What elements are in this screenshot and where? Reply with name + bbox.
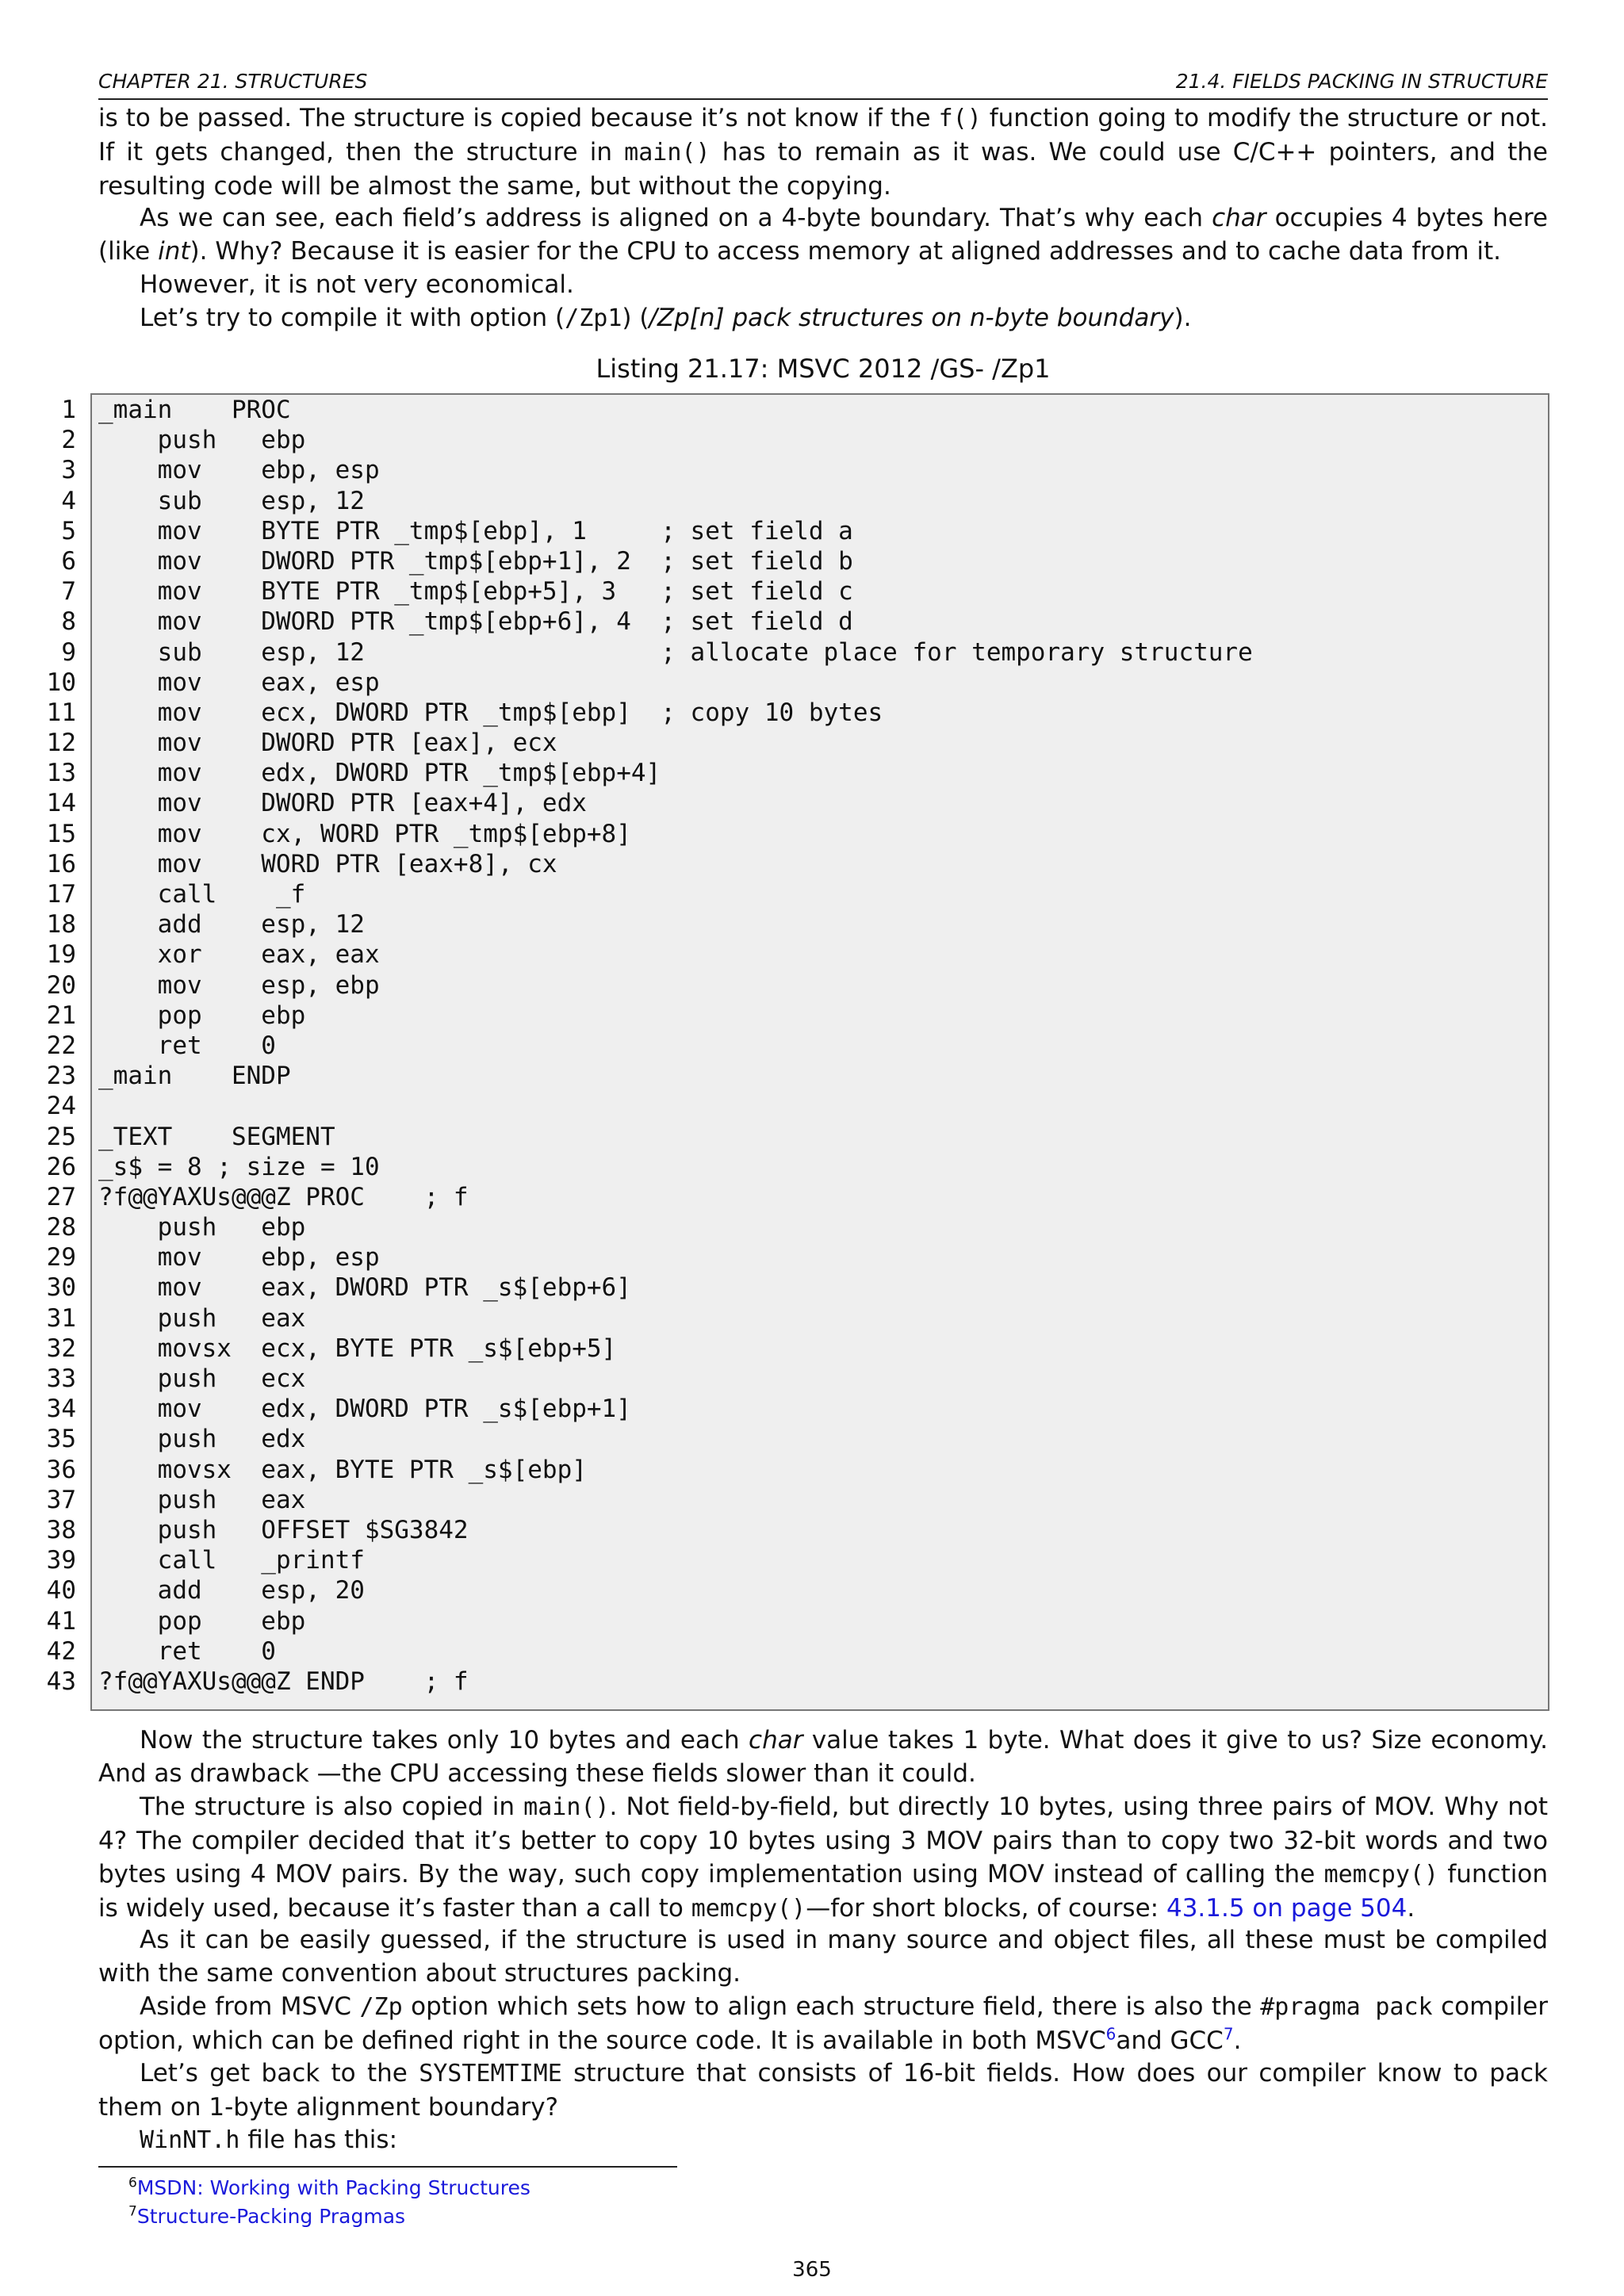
line-number: 16 (46, 849, 76, 878)
footnote-link-pragmas[interactable]: Structure-Packing Pragmas (136, 2205, 406, 2228)
inline-code: /Zp (359, 1993, 403, 2021)
footnote-ref-6[interactable]: 6 (1105, 2024, 1116, 2044)
code-line: push eax (98, 1303, 306, 1333)
inline-code: memcpy() (691, 1895, 806, 1923)
inline-code: f() (938, 105, 982, 132)
code-line: push ecx (98, 1364, 306, 1393)
code-line: pop ebp (98, 1001, 306, 1030)
code-line: mov DWORD PTR [eax], ecx (98, 729, 557, 758)
paragraph-winnt: WinNT.h file has this: (140, 2126, 398, 2154)
code-line: push ebp (98, 426, 306, 455)
line-number: 42 (46, 1636, 76, 1666)
paragraph-copy-main: The structure is also copied in main(). Not field-by-field, but directly 10 bytes, using three pairs of MOV. Why not 4? The compiler decided that it’s better to copy 10 bytes using 3 MOV pairs than to copy two 32-bit words and two bytes using 4 MOV pairs. By the way, such copy implementation using MOV instead of calling the memcpy() function is widely used, because it’s faster than a call to memcpy()—for short blocks, of course: 43.1.5 on page 504. (98, 1793, 1549, 1923)
code-line: movsx eax, BYTE PTR _s$[ebp] (98, 1455, 587, 1484)
code-line: mov cx, WORD PTR _tmp$[ebp+8] (98, 819, 631, 848)
footnote-divider (98, 2166, 677, 2168)
line-number: 43 (46, 1667, 76, 1696)
footnote-7: $^7$Structure-Packing Pragmas (128, 2203, 406, 2228)
header-chapter: CHAPTER 21. STRUCTURES (98, 70, 368, 93)
line-number: 6 (61, 546, 76, 576)
line-number: 36 (46, 1455, 76, 1484)
line-number: 23 (46, 1062, 76, 1091)
inline-code: SYSTEMTIME (419, 2060, 562, 2087)
header-section: 21.4. FIELDS PACKING IN STRUCTURE (1175, 70, 1548, 93)
code-line: _main ENDP (98, 1062, 291, 1091)
line-number: 27 (46, 1182, 76, 1211)
inline-code: #pragma pack (1260, 1993, 1433, 2021)
line-number: 22 (46, 1031, 76, 1060)
inline-code: main() (523, 1793, 610, 1821)
code-line: add esp, 12 (98, 910, 365, 939)
code-line: xor eax, eax (98, 940, 380, 970)
line-number: 17 (46, 880, 76, 909)
line-number: 19 (46, 940, 76, 970)
inline-code: /Zp1 (565, 304, 622, 332)
code-line: call _printf (98, 1546, 365, 1575)
listing-caption: Listing 21.17: MSVC 2012 /GS- /Zp1 (596, 354, 1051, 384)
line-number: 15 (46, 819, 76, 848)
line-number: 21 (46, 1001, 76, 1030)
line-number: 29 (46, 1243, 76, 1272)
inline-code: main() (624, 139, 710, 166)
code-line: push OFFSET $SG3842 (98, 1515, 469, 1544)
line-number: 12 (46, 729, 76, 758)
line-number: 7 (61, 577, 76, 607)
footnote-ref-7[interactable]: 7 (1223, 2024, 1234, 2044)
line-number: 32 (46, 1334, 76, 1363)
paragraph-convention: As it can be easily guessed, if the structure is used in many source and object files, all these must be compiled with the same convention about structures packing. (98, 1926, 1548, 1988)
line-number-gutter (32, 395, 76, 1697)
line-number: 24 (46, 1092, 76, 1121)
line-number: 38 (46, 1515, 76, 1544)
paragraph-alignment: As we can see, each field’s address is aligned on a 4-byte boundary. That’s why each char occupies 4 bytes here (like int). Why? Because it is easier for the CPU to access memory at aligned addresses and to cache data from it. (98, 204, 1548, 266)
paragraph-economy: However, it is not very economical. (140, 270, 574, 299)
line-number: 13 (46, 759, 76, 788)
code-line: pop ebp (98, 1606, 306, 1636)
page-reference-link[interactable]: 43.1.5 on page 504 (1166, 1894, 1408, 1923)
line-number: 11 (46, 698, 76, 727)
code-line: push edx (98, 1425, 306, 1454)
line-number: 2 (61, 426, 76, 455)
paragraph-size-economy: Now the structure takes only 10 bytes and each char value takes 1 byte. What does it give to us? Size economy. And as drawback —the CPU accessing these fields slower than it could. (98, 1726, 1548, 1788)
code-line: ret 0 (98, 1031, 276, 1060)
paragraph-pragma-pack: Aside from MSVC /Zp option which sets how to align each structure field, there is also the #pragma pack compiler option, which can be defined right in the source code. It is available in both MSVC$^6$and GCC$^7$. (98, 1992, 1548, 2055)
code-line: push ebp (98, 1213, 306, 1242)
line-number: 14 (46, 789, 76, 818)
line-number: 25 (46, 1122, 76, 1151)
page-number: 365 (792, 2258, 832, 2282)
line-number: 10 (46, 668, 76, 697)
code-line: mov DWORD PTR _tmp$[ebp+6], 4 ; set field d (98, 607, 853, 637)
code-line: mov DWORD PTR _tmp$[ebp+1], 2 ; set field b (98, 546, 853, 576)
line-number: 40 (46, 1576, 76, 1605)
line-number: 33 (46, 1364, 76, 1393)
code-line: add esp, 20 (98, 1576, 365, 1605)
code-line: mov ebp, esp (98, 456, 380, 485)
line-number: 34 (46, 1395, 76, 1424)
code-listing (98, 395, 1253, 1697)
code-line: movsx ecx, BYTE PTR _s$[ebp+5] (98, 1334, 617, 1363)
line-number: 39 (46, 1546, 76, 1575)
footnote-6: $^6$MSDN: Working with Packing Structures (128, 2175, 530, 2199)
code-line: mov WORD PTR [eax+8], cx (98, 849, 557, 878)
line-number: 9 (61, 637, 76, 667)
code-line: mov ecx, DWORD PTR _tmp$[ebp] ; copy 10 bytes (98, 698, 883, 727)
code-line: mov eax, DWORD PTR _s$[ebp+6] (98, 1273, 631, 1303)
code-line: _main PROC (98, 396, 291, 424)
line-number: 41 (46, 1606, 76, 1636)
line-number: 3 (61, 456, 76, 485)
inline-code: WinNT.h (140, 2126, 240, 2154)
code-line: mov edx, DWORD PTR _tmp$[ebp+4] (98, 759, 661, 788)
code-line: mov BYTE PTR _tmp$[ebp+5], 3 ; set field c (98, 577, 853, 607)
line-number: 37 (46, 1485, 76, 1514)
line-number: 4 (61, 486, 76, 515)
code-line: _TEXT SEGMENT (98, 1122, 335, 1151)
line-number: 35 (46, 1425, 76, 1454)
paragraph-systemtime: Let’s get back to the SYSTEMTIME structure that consists of 16-bit fields. How does our compiler know to pack them on 1-byte alignment boundary? (98, 2059, 1548, 2122)
line-number: 18 (46, 910, 76, 939)
line-number: 20 (46, 970, 76, 1000)
code-line: mov edx, DWORD PTR _s$[ebp+1] (98, 1395, 631, 1424)
code-line: call _f (98, 880, 306, 909)
code-line: mov DWORD PTR [eax+4], edx (98, 789, 587, 818)
paragraph-compile-option: Let’s try to compile it with option (/Zp1) (/Zp[n] pack structures on n-byte boundary). (140, 304, 1192, 332)
line-number: 28 (46, 1213, 76, 1242)
code-line: sub esp, 12 ; allocate place for temporary structure (98, 637, 1253, 667)
line-number: 30 (46, 1273, 76, 1303)
code-line: mov eax, esp (98, 668, 380, 697)
running-header (98, 67, 1548, 100)
line-number: 8 (61, 607, 76, 637)
line-number: 1 (61, 396, 76, 424)
code-line: _s$ = 8 ; size = 10 (98, 1152, 380, 1181)
code-line: mov BYTE PTR _tmp$[ebp], 1 ; set field a (98, 516, 853, 545)
code-line: mov ebp, esp (98, 1243, 380, 1272)
line-number: 26 (46, 1152, 76, 1181)
line-number: 31 (46, 1303, 76, 1333)
code-line: mov esp, ebp (98, 970, 380, 1000)
inline-code: memcpy() (1323, 1861, 1439, 1888)
footnote-link-msdn[interactable]: MSDN: Working with Packing Structures (136, 2176, 530, 2199)
line-number: 5 (61, 516, 76, 545)
code-line: ?f@@YAXUs@@@Z ENDP ; f (98, 1667, 469, 1696)
code-line (98, 1091, 1253, 1121)
footnotes (128, 2174, 530, 2231)
paragraph-intro: is to be passed. The structure is copied because it’s not know if the f() function going to modify the structure or not. If it gets changed, then the structure in main() has to remain as it was. We could use C/C++ pointers, and the resulting code will be almost the same, but without the copying. (98, 104, 1548, 201)
code-line: push eax (98, 1485, 306, 1514)
code-line: sub esp, 12 (98, 486, 365, 515)
code-line: ?f@@YAXUs@@@Z PROC ; f (98, 1182, 469, 1211)
code-line: ret 0 (98, 1636, 276, 1666)
